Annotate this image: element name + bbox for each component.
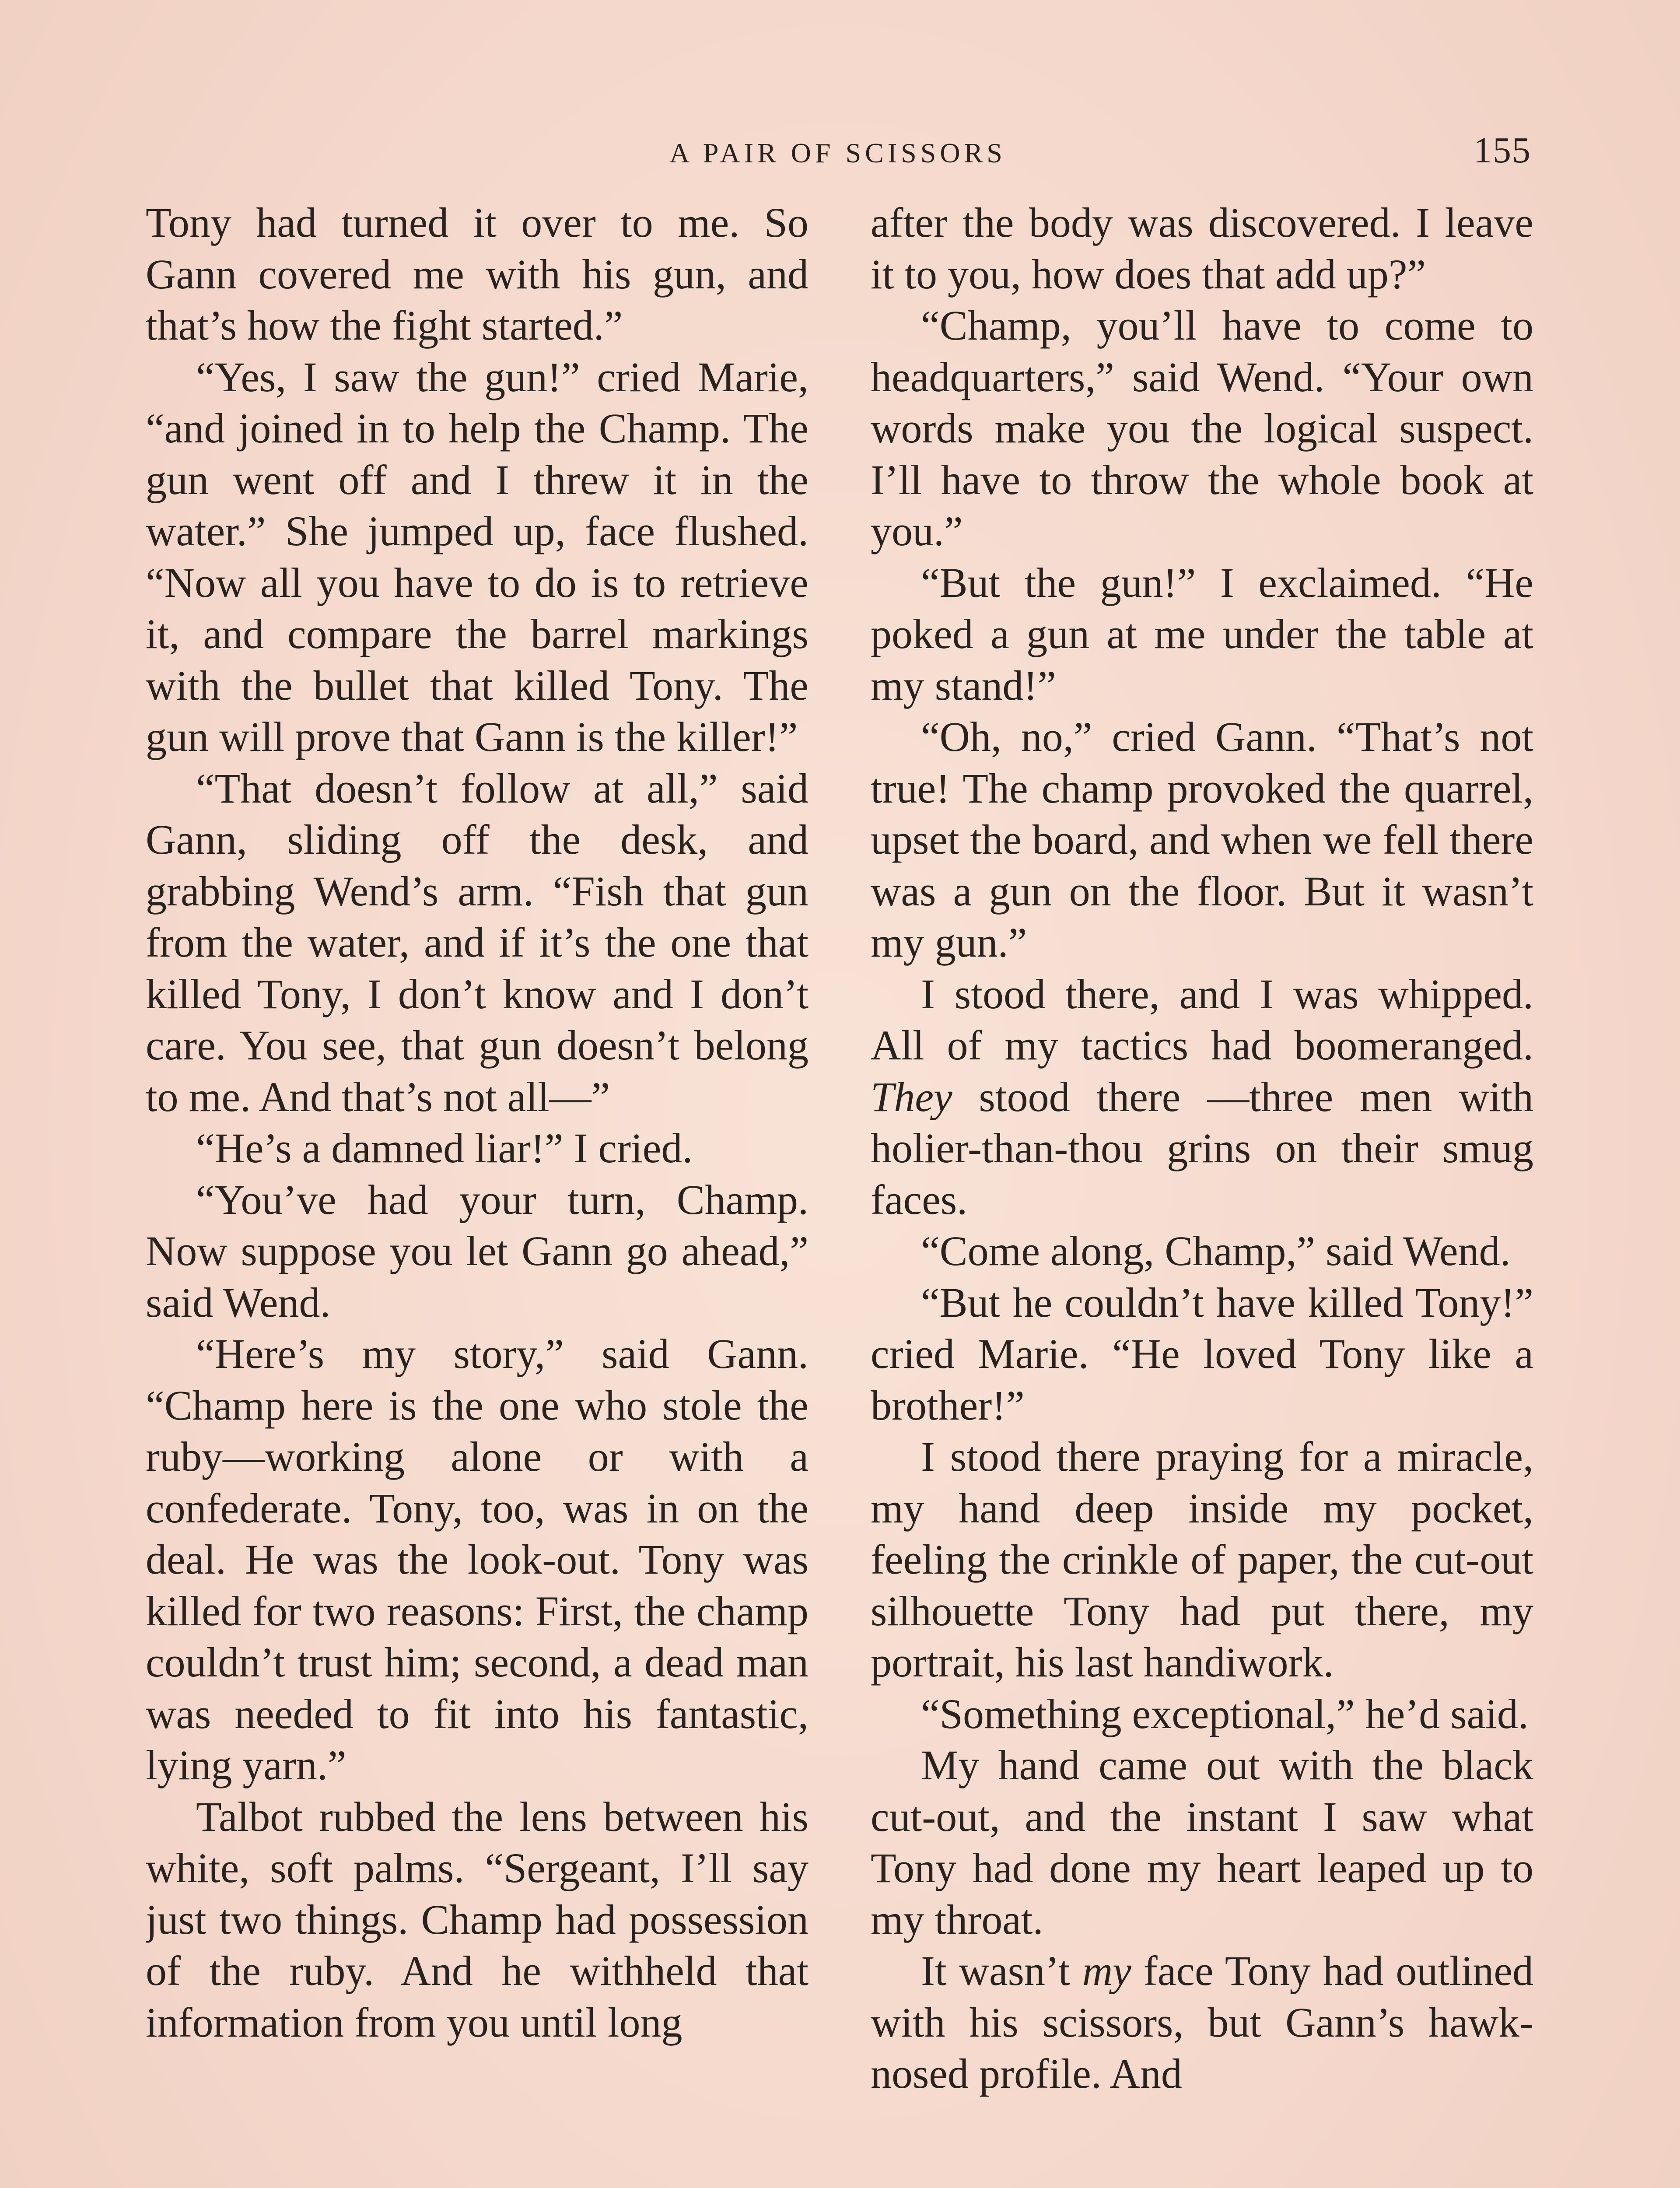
paragraph: “But the gun!” I exclaimed. “He poked a gun at me under the table at my stand!”	[871, 559, 1533, 709]
paragraph: Tony had turned it over to me. So Gann covered me with his gun, and that’s how the fight started.”	[146, 199, 808, 349]
paragraph: “Champ, you’ll have to come to headquarters,” said Wend. “Your own words make you the logical suspect. I’ll have to throw the whole book at you.”	[871, 302, 1533, 554]
paragraph: after the body was discovered. I leave it to you, how does that add up?”	[871, 199, 1533, 298]
paragraph: “That doesn’t follow at all,” said Gann, sliding off the desk, and grabbing Wend’s arm. “Fish that gun from the water, and if it’s the one that killed Tony, I don’t know and I don’t care. You see, that gun doesn’t belong to me. And that’s not all—”	[146, 764, 808, 1120]
paragraph	[871, 1945, 1533, 2100]
paragraph: My hand came out with the black cut-out, and the instant I saw what Tony had done my heart leaped up to my throat.	[871, 1742, 1533, 1943]
paragraph: “Yes, I saw the gun!” cried Marie, “and joined in to help the Champ. The gun went off and I threw it in the water.” She jumped up, face flushed. “Now all you have to do is to retrieve it, and compare the barrel markings with the bullet that killed Tony. The gun will prove that Gann is the killer!”	[146, 353, 808, 760]
paragraph: “Come along, Champ,” said Wend.	[921, 1227, 1511, 1274]
paragraph: “He’s a damned liar!” I cried.	[196, 1125, 693, 1171]
right-column	[871, 197, 1533, 2188]
left-column	[146, 197, 808, 2188]
running-title: A PAIR OF SCISSORS	[669, 137, 1006, 168]
paragraph: “You’ve had your turn, Champ. Now suppose you let Gann go ahead,” said Wend.	[146, 1176, 808, 1326]
italic-word: my	[1082, 1947, 1131, 1994]
paragraph-text: face Tony had outlined with his scissors, but Gann’s hawk-nosed profile. And	[871, 1947, 1533, 2097]
page-number: 155	[1474, 130, 1531, 171]
italic-word: They	[871, 1073, 952, 1120]
paragraph: Talbot rubbed the lens between his white, soft palms. “Sergeant, I’ll say just two things. Champ had possession of the ruby. And he withheld that information from you until long	[146, 1793, 808, 2046]
running-head	[144, 131, 1531, 175]
paragraph: “Something exceptional,” he’d said.	[921, 1690, 1529, 1737]
paragraph: “But he couldn’t have killed Tony!” cried Marie. “He loved Tony like a brother!”	[871, 1279, 1533, 1429]
paragraph: I stood there praying for a miracle, my hand deep inside my pocket, feeling the crinkle of paper, the cut-out silhouette Tony had put there, my portrait, his last handiwork.	[871, 1433, 1533, 1686]
paragraph-text: It wasn’t	[921, 1947, 1070, 1994]
paragraph-text: stood there —three men with holier-than-thou grins on their smug faces.	[871, 1073, 1533, 1223]
paragraph: “Oh, no,” cried Gann. “That’s not true! The champ provoked the quarrel, upset the board, and when we fell there was a gun on the floor. But it wasn’t my gun.”	[871, 713, 1533, 966]
paragraph-text: I stood there, and I was whipped. All of my tactics had boomeranged.	[871, 970, 1533, 1069]
paragraph: “Here’s my story,” said Gann. “Champ here is the one who stole the ruby—working alone or with a confederate. Tony, too, was in on the deal. He was the look-out. Tony was killed for two reasons: First, the champ couldn’t trust him; second, a dead man was needed to fit into his fantastic, lying yarn.”	[146, 1330, 808, 1788]
paragraph	[871, 968, 1533, 1226]
